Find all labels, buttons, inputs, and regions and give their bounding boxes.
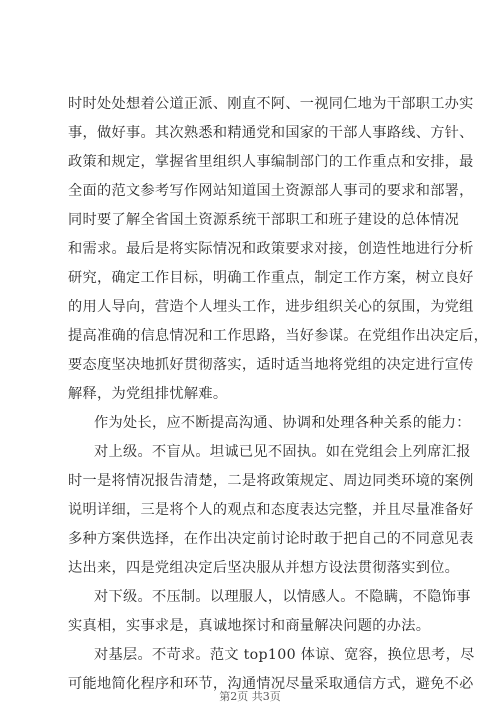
text-line-16: 多种方案供选择，在作出决定前讨论时敢于把自己的不同意见表 [68, 531, 474, 547]
text-line-4: 全面的范文参考写作网站知道国土资源部人事司的要求和部署， [68, 183, 474, 199]
text-line-17: 达出来，四是党组决定后坚决服从并想方设法贯彻落实到位。 [68, 560, 460, 576]
text-line-8: 的用人导向，营造个人埋头工作，进步组织关心的氛围，为党组 [68, 299, 474, 315]
text-line-6: 和需求。最后是将实际情况和政策要求对接，创造性地进行分析 [68, 241, 474, 257]
text-line-18: 对下级。不压制。以理服人，以情感人。不隐瞒，不隐饰事 [94, 589, 471, 605]
text-line-2: 事，做好事。其次熟悉和精通党和国家的干部人事路线、方针、 [68, 125, 474, 141]
text-line-1: 时时处处想着公道正派、刚直不阿、一视同仁地为干部职工办实 [68, 96, 474, 112]
text-line-12: 作为处长，应不断提高沟通、协调和处理各种关系的能力： [94, 415, 471, 431]
text-line-5: 同时要了解全省国土资源系统干部职工和班子建设的总体情况 [68, 212, 460, 228]
text-line-3: 政策和规定，掌握省里组织人事编制部门的工作重点和安排，最 [68, 154, 474, 170]
text-line-9: 提高准确的信息情况和工作思路，当好参谋。在党组作出决定后， [68, 328, 489, 344]
text-line-19: 实真相，实事求是，真诚地探讨和商量解决问题的办法。 [68, 618, 431, 634]
text-line-7: 研究，确定工作目标，明确工作重点，制定工作方案，树立良好 [68, 270, 474, 286]
text-line-10: 要态度坚决地抓好贯彻落实，适时适当地将党组的决定进行宣传 [68, 357, 474, 373]
page-footer: 第2页 共3页 [219, 690, 281, 703]
text-line-13: 对上级。不盲从。坦诚已见不固执。如在党组会上列席汇报 [94, 444, 471, 460]
text-line-11: 解释，为党组排忧解难。 [68, 386, 228, 402]
text-line-15: 说明详细，三是将个人的观点和态度表达完整，并且尽量准备好 [68, 502, 474, 518]
text-line-20: 对基层。不苛求。范文 top100 体谅、宽容，换位思考，尽 [94, 647, 475, 663]
text-line-21: 可能地简化程序和环节，沟通情况尽量采取通信方式，避免不必 [68, 676, 474, 692]
text-line-14: 时一是将情况报告清楚，二是将政策规定、周边同类环境的案例 [68, 473, 474, 489]
